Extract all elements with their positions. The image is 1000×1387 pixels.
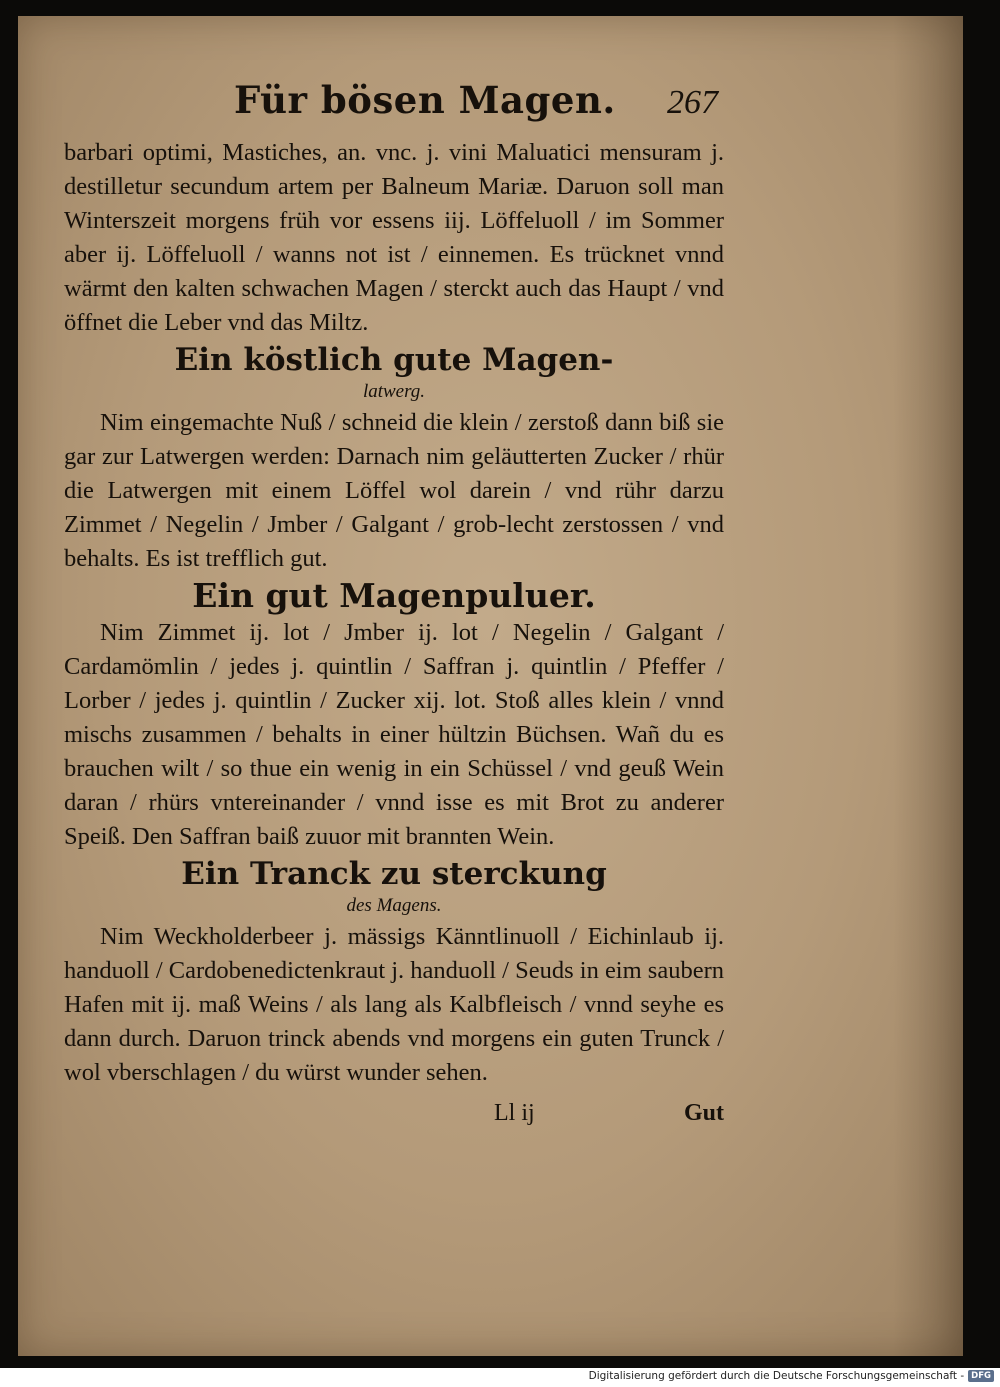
section-heading-3: Ein gut Magenpuluer. bbox=[192, 576, 596, 615]
section-heading-2: Ein köstlich gute Magen- bbox=[174, 342, 614, 378]
catchword: Gut bbox=[683, 1100, 724, 1126]
paragraph-3: Nim Zimmet ij. lot / Jmber ij. lot / Negelin / Galgant / Cardamömlin / jedes j. quintlin / Saffran j. quintlin / Pfeffer / Lorber / jedes j. quintlin / Zucker xij. lot. Stoß alles klein / vnnd mischs zusammen / behalts in einer hültzin Büchsen. Wañ du es brauchen wilt / so thue ein wenig in ein Schüssel / vnd geuß Wein daran / rhürs vntereinander / vnnd isse es mit Brot zu anderer Speiß. Den Saffran baiß zuuor mit brannten Wein. bbox=[64, 619, 724, 850]
page-text-block bbox=[64, 76, 724, 1134]
paragraph-1: barbari optimi, Mastiches, an. vnc. j. vini Maluatici mensuram j. destilletur secundum artem per Balneum Mariæ. Daruon soll man Winterszeit morgens früh vor essens iij. Löffeluoll / im Sommer aber ij. Löffeluoll / wanns not ist / einnemen. Es trücknet vnnd wärmt den kalten schwachen Magen / sterckt auch das Haupt / vnd öffnet die Leber vnd das Miltz. bbox=[64, 139, 724, 336]
page-footer-line bbox=[64, 1094, 724, 1134]
paragraph-2: Nim eingemachte Nuß / schneid die klein / zerstoß dann biß sie gar zur Latwergen werden: Darnach nim geläutterten Zucker / rhür die Latwergen mit einem Löffel wol darein / vnd rühr darzu Zimmet / Negelin / Jmber / Galgant / grob-lecht zerstossen / vnd behalts. Es ist trefflich gut. bbox=[64, 409, 724, 572]
dfg-logo: DFG bbox=[968, 1370, 994, 1382]
credit-text: Digitalisierung gefördert durch die Deutsche Forschungsgemeinschaft - bbox=[588, 1370, 965, 1382]
section-subheading-2: latwerg. bbox=[362, 381, 426, 402]
digitization-credit bbox=[589, 1370, 994, 1382]
paragraph-4: Nim Weckholderbeer j. mässigs Känntlinuoll / Eichinlaub ij. handuoll / Cardobenedictenkraut j. handuoll / Seuds in eim saubern Hafen mit ij. maß Weins / als lang als Kalbfleisch / vnnd seyhe es dann durch. Daruon trinck abends vnd morgens ein guten Trunck / wol vberschlagen / du würst wunder sehen. bbox=[64, 923, 724, 1086]
running-head: Für bösen Magen. bbox=[234, 78, 616, 122]
page-edge-shadow bbox=[893, 16, 963, 1356]
book-page bbox=[18, 16, 963, 1356]
section-subheading-4: des Magens. bbox=[346, 895, 442, 916]
section-heading-4: Ein Tranck zu sterckung bbox=[181, 856, 607, 892]
page-header bbox=[64, 76, 724, 132]
page-number: 267 bbox=[667, 84, 718, 121]
signature-mark: Ll ij bbox=[494, 1100, 535, 1126]
